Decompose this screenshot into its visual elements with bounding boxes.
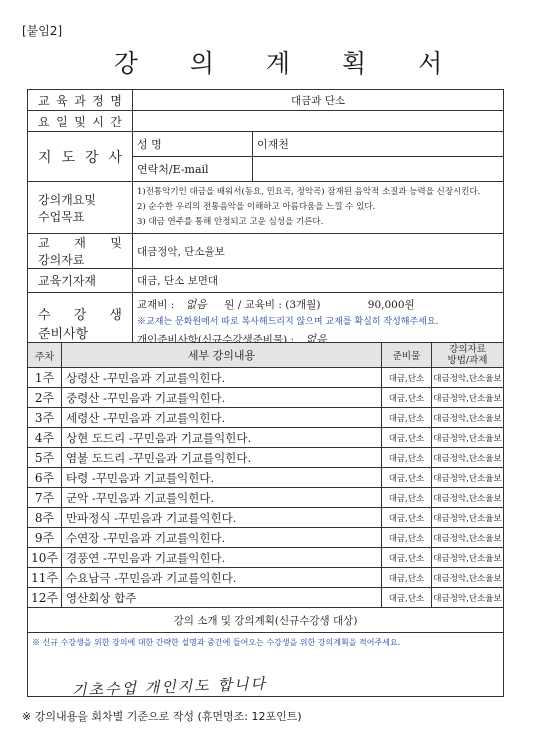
week-cell: 1주 [28,368,62,388]
week-cell: 4주 [28,428,62,448]
materials-label-line2: 강의자료 [38,253,85,267]
content-cell: 만파정식 -꾸민음과 기교를익힌다. [62,508,382,528]
course-name-label: 교 육 과 정 명 [28,90,133,111]
overview-label-line1: 강의개요및 [38,192,96,207]
week-cell: 7주 [28,488,62,508]
schedule-value [133,111,504,132]
material-cell: 대금정악,단소율보 [432,528,504,548]
materials-label-line1: 교 재 및 [38,236,122,250]
table-row [28,488,504,508]
table-row [28,568,504,588]
week-cell: 2주 [28,388,62,408]
intro-section-title: 강의 소개 및 강의계획(신규수강생 대상) [28,608,504,633]
instructor-contact-value [253,157,504,182]
overview-line-3: 3) 대금 연주를 통해 안정되고 고운 심성을 기른다. [137,217,324,227]
material-cell: 대금정악,단소율보 [432,368,504,388]
week-header: 주차 [28,343,62,368]
material-cell: 대금정악,단소율보 [432,448,504,468]
prep-cell: 대금,단소 [382,428,432,448]
fee-amount: 90,000원 [367,299,415,311]
prep-cell: 대금,단소 [382,448,432,468]
material-cell: 대금정악,단소율보 [432,428,504,448]
material-cell: 대금정악,단소율보 [432,588,504,608]
week-cell: 11주 [28,568,62,588]
instructor-label: 지 도 강 사 [28,132,133,182]
prep-cell: 대금,단소 [382,528,432,548]
overview-label-line2: 수업목표 [38,209,85,224]
prep-cell: 대금,단소 [382,468,432,488]
material-cell: 대금정악,단소율보 [432,508,504,528]
week-cell: 12주 [28,588,62,608]
info-table [27,89,504,353]
content-cell: 수요남극 -꾸민음과 기교를익힌다. [62,568,382,588]
instructor-name-label: 성 명 [133,132,253,157]
content-cell: 상현 도드리 -꾸민음과 기교를익힌다. [62,428,382,448]
week-cell: 3주 [28,408,62,428]
prep-label-line1: 수 강 생 [38,307,122,323]
overview-line-2: 2) 순수한 우리의 전통음악을 이해하고 아름다움을 느낄 수 있다. [137,202,376,212]
table-row [28,368,504,388]
material-header [432,343,504,368]
prep-cell: 대금,단소 [382,488,432,508]
material-cell: 대금정악,단소율보 [432,408,504,428]
overview-line-1: 1)전통악기인 대금을 배워서(동요, 민요곡, 정악곡) 잠재된 음악적 소질과 능력을 신장시킨다. [137,187,481,197]
prep-cell: 대금,단소 [382,368,432,388]
instructor-contact-label: 연락처/E-mail [133,157,253,182]
prep-cell: 대금,단소 [382,548,432,568]
fee-handwritten: 없음 [185,298,207,311]
materials-label [28,234,133,269]
table-row [28,468,504,488]
prep-header: 준비물 [382,343,432,368]
fee-mid: 원 / 교육비 : (3개월) [224,299,321,311]
table-row [28,508,504,528]
week-cell: 9주 [28,528,62,548]
weeks-body [28,368,504,608]
content-cell: 세령산 -꾸민음과 기교를익힌다. [62,408,382,428]
table-row [28,548,504,568]
personal-label: 개인준비사항(신규수강생준비물) : [137,334,295,346]
table-row [28,528,504,548]
material-cell: 대금정악,단소율보 [432,468,504,488]
week-cell: 5주 [28,448,62,468]
content-cell: 염불 도드리 -꾸민음과 기교를익힌다. [62,448,382,468]
table-row [28,428,504,448]
handwritten-intro: 기초수업 개인지도 합니다 [71,674,268,700]
schedule-label: 요 일 및 시 간 [28,111,133,132]
document-title: 강 의 계 획 서 [113,49,465,78]
week-cell: 10주 [28,548,62,568]
prep-note: ※교재는 문화원에서 따로 복사해드리지 않으며 교재를 확실히 작성해주세요. [137,317,439,327]
week-cell: 6주 [28,468,62,488]
material-cell: 대금정악,단소율보 [432,548,504,568]
prep-label-line2: 준비사항 [38,326,89,342]
material-header-line1: 강의자료 [449,344,486,355]
equipment-value: 대금, 단소 보면대 [133,269,504,293]
material-header-line2: 방법/과제 [447,355,488,366]
prep-cell: 대금,단소 [382,508,432,528]
content-header: 세부 강의내용 [62,343,382,368]
content-cell: 경풍연 -꾸민음과 기교를익힌다. [62,548,382,568]
content-cell: 군악 -꾸민음과 기교를익힌다. [62,488,382,508]
overview-content [133,182,504,234]
prep-cell: 대금,단소 [382,388,432,408]
personal-handwritten: 없음 [305,333,327,346]
weekly-table [27,342,504,697]
table-row [28,588,504,608]
prep-fee-line [137,296,499,314]
attachment-tag: [붙임2] [22,24,63,38]
prep-cell: 대금,단소 [382,588,432,608]
instructor-name-value: 이재천 [253,132,504,157]
content-cell: 타령 -꾸민음과 기교를익힌다. [62,468,382,488]
content-cell: 수연장 -꾸민음과 기교를익힌다. [62,528,382,548]
content-cell: 영산회상 합주 [62,588,382,608]
content-cell: 중령산 -꾸민음과 기교를익힌다. [62,388,382,408]
course-name-value: 대금과 단소 [133,90,504,111]
week-cell: 8주 [28,508,62,528]
material-cell: 대금정악,단소율보 [432,488,504,508]
materials-value: 대금정악, 단소율보 [133,234,504,269]
prep-cell: 대금,단소 [382,568,432,588]
prep-cell: 대금,단소 [382,408,432,428]
footnote: ※ 강의내용을 회차별 기준으로 작성 (휴먼명조: 12포인트) [22,710,302,723]
fee-prefix: 교재비 : [137,299,175,311]
intro-section-note: ※ 신규 수강생을 위한 강의에 대한 간략한 설명과 중간에 들어오는 수강생을 위한 강의계획을 적어주세요. [32,638,401,647]
material-cell: 대금정악,단소율보 [432,568,504,588]
table-row [28,408,504,428]
overview-label [28,182,133,234]
content-cell: 상령산 -꾸민음과 기교를익힌다. [62,368,382,388]
table-row [28,388,504,408]
table-row [28,448,504,468]
material-cell: 대금정악,단소율보 [432,388,504,408]
equipment-label: 교육기자재 [28,269,133,293]
